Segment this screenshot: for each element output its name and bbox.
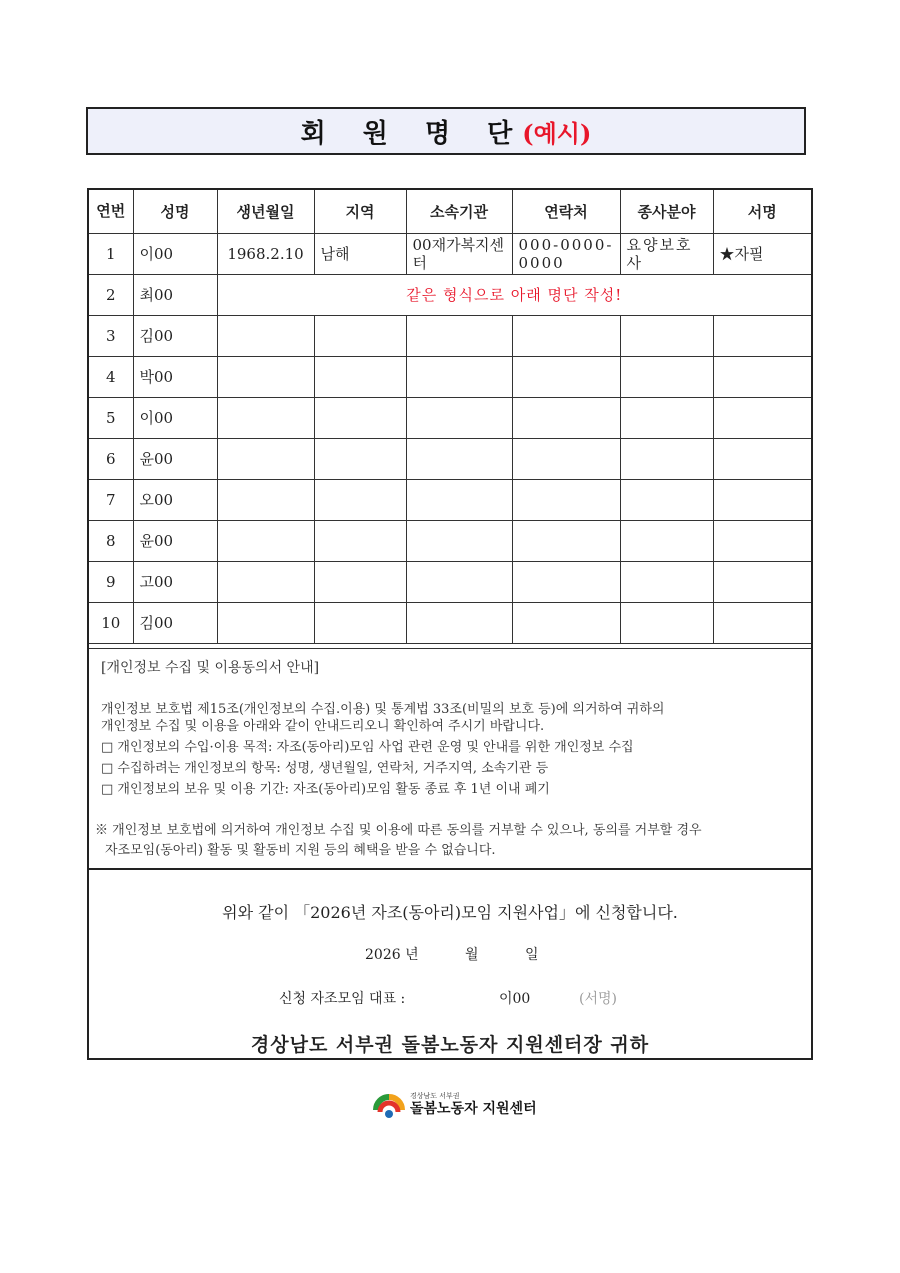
row-contact[interactable] — [512, 602, 620, 643]
row-contact[interactable] — [512, 561, 620, 602]
row-no: 4 — [89, 356, 133, 397]
privacy-intro-line: 개인정보 수집 및 이용을 아래와 같이 안내드리오니 확인하여 주시기 바랍니다. — [101, 719, 545, 734]
privacy-warning-line: ※ 개인정보 보호법에 의거하여 개인정보 수집 및 이용에 따른 동의를 거부할 수 있으나, 동의를 거부할 경우 — [95, 823, 702, 838]
row-contact[interactable] — [512, 356, 620, 397]
row-birth[interactable] — [217, 438, 314, 479]
page-title-box — [86, 107, 806, 155]
row-field[interactable] — [620, 438, 713, 479]
privacy-intro-line: 개인정보 보호법 제15조(개인정보의 수집.이용) 및 통계법 33조(비밀의 보호 등)에 의거하여 귀하의 — [101, 702, 665, 717]
row-name[interactable]: 윤00 — [133, 438, 217, 479]
row-name[interactable]: 오00 — [133, 479, 217, 520]
privacy-warning — [95, 821, 702, 861]
representative-label: 신청 자조모임 대표 : — [279, 991, 406, 1007]
row-contact[interactable] — [512, 520, 620, 561]
page-title-example-tag: (예시) — [522, 118, 592, 148]
row-name[interactable]: 고00 — [133, 561, 217, 602]
row-region[interactable] — [314, 315, 406, 356]
row-no: 1 — [89, 233, 133, 274]
row-name[interactable]: 윤00 — [133, 520, 217, 561]
row-name[interactable]: 김00 — [133, 315, 217, 356]
row-region[interactable] — [314, 438, 406, 479]
row-region[interactable] — [314, 602, 406, 643]
row-org[interactable] — [406, 315, 512, 356]
row-name[interactable]: 김00 — [133, 602, 217, 643]
row-no: 2 — [89, 274, 133, 315]
row-sign[interactable] — [713, 356, 811, 397]
row-birth[interactable]: 1968.2.10 — [217, 233, 314, 274]
addressee: 경상남도 서부권 돌봄노동자 지원센터장 귀하 — [250, 1034, 650, 1056]
row-org[interactable] — [406, 356, 512, 397]
row-org[interactable] — [406, 561, 512, 602]
date-day[interactable]: 일 — [525, 947, 539, 963]
privacy-bullet: □ 수집하려는 개인정보의 항목: 성명, 생년월일, 연락처, 거주지역, 소속기관 등 — [101, 761, 549, 776]
row-contact[interactable] — [512, 397, 620, 438]
row-no: 9 — [89, 561, 133, 602]
header-birth: 생년월일 — [217, 190, 314, 233]
application-section — [89, 868, 811, 1058]
row-sign[interactable] — [713, 438, 811, 479]
row-no: 7 — [89, 479, 133, 520]
row-no: 5 — [89, 397, 133, 438]
row-name[interactable]: 이00 — [133, 397, 217, 438]
fill-instruction-note: 같은 형식으로 아래 명단 작성! — [217, 274, 811, 315]
row-sign[interactable] — [713, 315, 811, 356]
privacy-heading: [개인정보 수집 및 이용동의서 안내] — [101, 660, 320, 676]
table-header-row — [89, 190, 811, 233]
row-contact[interactable] — [512, 315, 620, 356]
row-sign[interactable] — [713, 479, 811, 520]
row-org[interactable] — [406, 479, 512, 520]
table-row — [89, 356, 811, 397]
table-row — [89, 438, 811, 479]
table-row — [89, 233, 811, 274]
table-row — [89, 602, 811, 643]
row-contact[interactable]: 000-0000-0000 — [512, 233, 620, 274]
center-logo — [372, 1088, 537, 1122]
representative-name[interactable]: 이00 — [499, 991, 531, 1007]
table-row — [89, 274, 811, 315]
row-sign[interactable] — [713, 520, 811, 561]
row-birth[interactable] — [217, 479, 314, 520]
row-birth[interactable] — [217, 315, 314, 356]
application-statement: 위와 같이 「2026년 자조(동아리)모임 지원사업」에 신청합니다. — [222, 903, 678, 922]
header-contact: 연락처 — [512, 190, 620, 233]
row-org[interactable] — [406, 520, 512, 561]
row-region[interactable] — [314, 479, 406, 520]
row-sign[interactable] — [713, 602, 811, 643]
row-sign[interactable] — [713, 561, 811, 602]
table-row — [89, 479, 811, 520]
row-sign[interactable]: ★자필 — [713, 233, 811, 274]
logo-title: 돌봄노동자 지원센터 — [410, 1101, 537, 1117]
row-no: 8 — [89, 520, 133, 561]
row-no: 6 — [89, 438, 133, 479]
header-field: 종사분야 — [620, 190, 713, 233]
header-region: 지역 — [314, 190, 406, 233]
row-birth[interactable] — [217, 602, 314, 643]
row-field[interactable] — [620, 520, 713, 561]
row-contact[interactable] — [512, 438, 620, 479]
row-org[interactable] — [406, 438, 512, 479]
row-name[interactable]: 이00 — [133, 233, 217, 274]
row-no: 10 — [89, 602, 133, 643]
row-org[interactable]: 00재가복지센터 — [406, 233, 512, 274]
page-title: 회 원 명 단 — [300, 118, 527, 149]
row-birth[interactable] — [217, 520, 314, 561]
header-no: 연번 — [89, 190, 133, 233]
privacy-warning-line: 자조모임(동아리) 활동 및 활동비 지원 등의 혜택을 받을 수 없습니다. — [105, 843, 496, 858]
row-field[interactable]: 요양보호사 — [620, 233, 713, 274]
table-row — [89, 315, 811, 356]
row-region[interactable] — [314, 397, 406, 438]
header-sign: 서명 — [713, 190, 811, 233]
center-logo-icon — [372, 1088, 406, 1122]
date-year[interactable]: 2026 년 — [365, 947, 419, 963]
logo-subtitle: 경상남도 서부권 — [410, 1092, 460, 1100]
row-field[interactable] — [620, 479, 713, 520]
table-row — [89, 561, 811, 602]
row-field[interactable] — [620, 602, 713, 643]
row-birth[interactable] — [217, 397, 314, 438]
privacy-bullet: □ 개인정보의 보유 및 이용 기간: 자조(동아리)모임 활동 종료 후 1년 이내 폐기 — [101, 782, 550, 797]
member-table — [89, 190, 811, 644]
row-region[interactable] — [314, 356, 406, 397]
row-org[interactable] — [406, 602, 512, 643]
row-region[interactable] — [314, 561, 406, 602]
privacy-body — [101, 701, 664, 798]
table-row — [89, 520, 811, 561]
row-region[interactable]: 남해 — [314, 233, 406, 274]
date-month[interactable]: 월 — [465, 947, 479, 963]
privacy-notice — [89, 648, 811, 868]
signature-field[interactable]: (서명) — [579, 991, 617, 1007]
row-contact[interactable] — [512, 479, 620, 520]
row-birth[interactable] — [217, 561, 314, 602]
row-birth[interactable] — [217, 356, 314, 397]
privacy-bullet: □ 개인정보의 수입·이용 목적: 자조(동아리)모임 사업 관련 운영 및 안내를 위한 개인정보 수집 — [101, 740, 634, 755]
row-field[interactable] — [620, 561, 713, 602]
row-org[interactable] — [406, 397, 512, 438]
row-field[interactable] — [620, 315, 713, 356]
row-sign[interactable] — [713, 397, 811, 438]
member-form — [87, 188, 813, 1060]
header-name: 성명 — [133, 190, 217, 233]
row-name[interactable]: 박00 — [133, 356, 217, 397]
table-row — [89, 397, 811, 438]
row-region[interactable] — [314, 520, 406, 561]
row-no: 3 — [89, 315, 133, 356]
row-field[interactable] — [620, 397, 713, 438]
row-field[interactable] — [620, 356, 713, 397]
header-org: 소속기관 — [406, 190, 512, 233]
row-name[interactable]: 최00 — [133, 274, 217, 315]
